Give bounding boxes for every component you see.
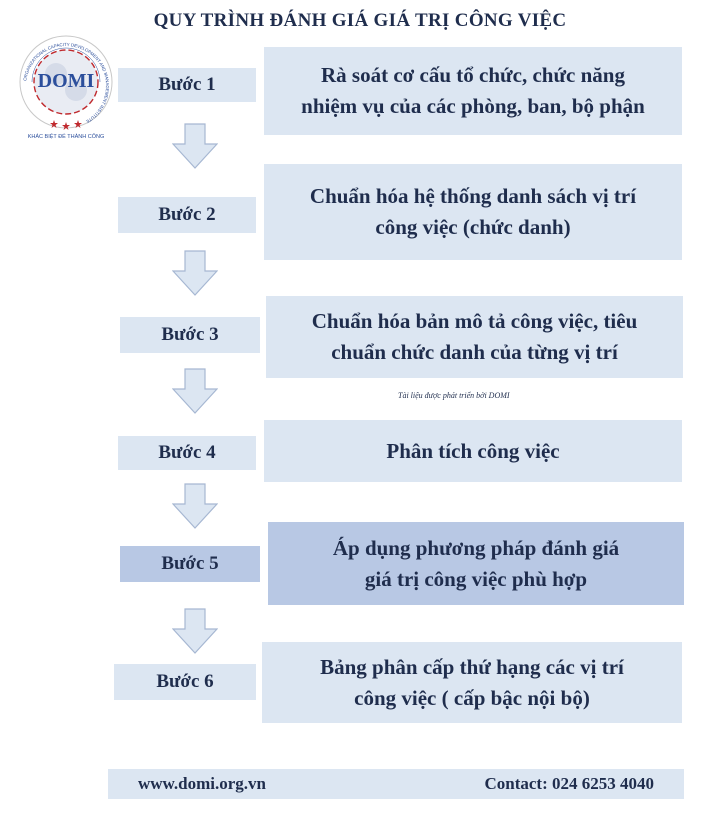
step-5-line-2: giá trị công việc phù hợp bbox=[364, 566, 588, 591]
step-6-box bbox=[262, 642, 682, 723]
arrow-down-icon bbox=[172, 608, 218, 654]
step-3-label: Bước 3 bbox=[120, 317, 260, 353]
step-1-line-2: nhiệm vụ của các phòng, ban, bộ phận bbox=[301, 94, 645, 118]
step-2-box bbox=[264, 164, 682, 260]
page-title: QUY TRÌNH ĐÁNH GIÁ GIÁ TRỊ CÔNG VIỆC bbox=[153, 10, 567, 31]
step-4-line-1: Phân tích công việc bbox=[386, 438, 560, 463]
step-1-line-1: Rà soát cơ cấu tổ chức, chức năng bbox=[321, 63, 625, 87]
step-6-line-2: công việc ( cấp bậc nội bộ) bbox=[354, 685, 590, 710]
website-link[interactable]: www.domi.org.vn bbox=[138, 774, 266, 793]
step-5-line-1: Áp dụng phương pháp đánh giá bbox=[332, 535, 620, 560]
step-4-box bbox=[264, 420, 682, 482]
step-3-box bbox=[266, 296, 683, 378]
arrow-down-icon bbox=[172, 250, 218, 296]
step-5-box bbox=[268, 522, 684, 605]
step-1-label: Bước 1 bbox=[118, 68, 256, 102]
step-3-line-1: Chuẩn hóa bản mô tả công việc, tiêu bbox=[311, 309, 638, 333]
step-6-label: Bước 6 bbox=[114, 664, 256, 700]
step-5-label: Bước 5 bbox=[120, 546, 260, 582]
step-2-line-1: Chuẩn hóa hệ thống danh sách vị trí bbox=[309, 184, 637, 208]
step-1-box bbox=[264, 47, 682, 135]
arrow-down-icon bbox=[172, 368, 218, 414]
arrow-down-icon bbox=[172, 123, 218, 169]
step-2-line-2: công việc (chức danh) bbox=[375, 215, 571, 239]
step-4-label: Bước 4 bbox=[118, 436, 256, 470]
svg-text:KHÁC BIỆT ĐỂ THÀNH CÔNG: KHÁC BIỆT ĐỂ THÀNH CÔNG bbox=[27, 134, 105, 140]
footnote: Tài liệu được phát triển bởi DOMI bbox=[398, 391, 510, 400]
svg-text:ORGANIZATIONAL CAPACITY DEVELO: ORGANIZATIONAL CAPACITY DEVELOPMENT AND MANAGEMENT INSTITUTE bbox=[22, 41, 111, 125]
step-6-line-1: Bảng phân cấp thứ hạng các vị trí bbox=[320, 654, 624, 679]
step-2-label: Bước 2 bbox=[118, 197, 256, 233]
domi-logo bbox=[10, 30, 122, 142]
svg-text:DOMI: DOMI bbox=[37, 70, 95, 92]
arrow-down-icon bbox=[172, 483, 218, 529]
step-3-line-2: chuẩn chức danh của từng vị trí bbox=[331, 340, 618, 364]
footer-bar bbox=[108, 769, 684, 799]
contact-phone: Contact: 024 6253 4040 bbox=[484, 774, 654, 793]
